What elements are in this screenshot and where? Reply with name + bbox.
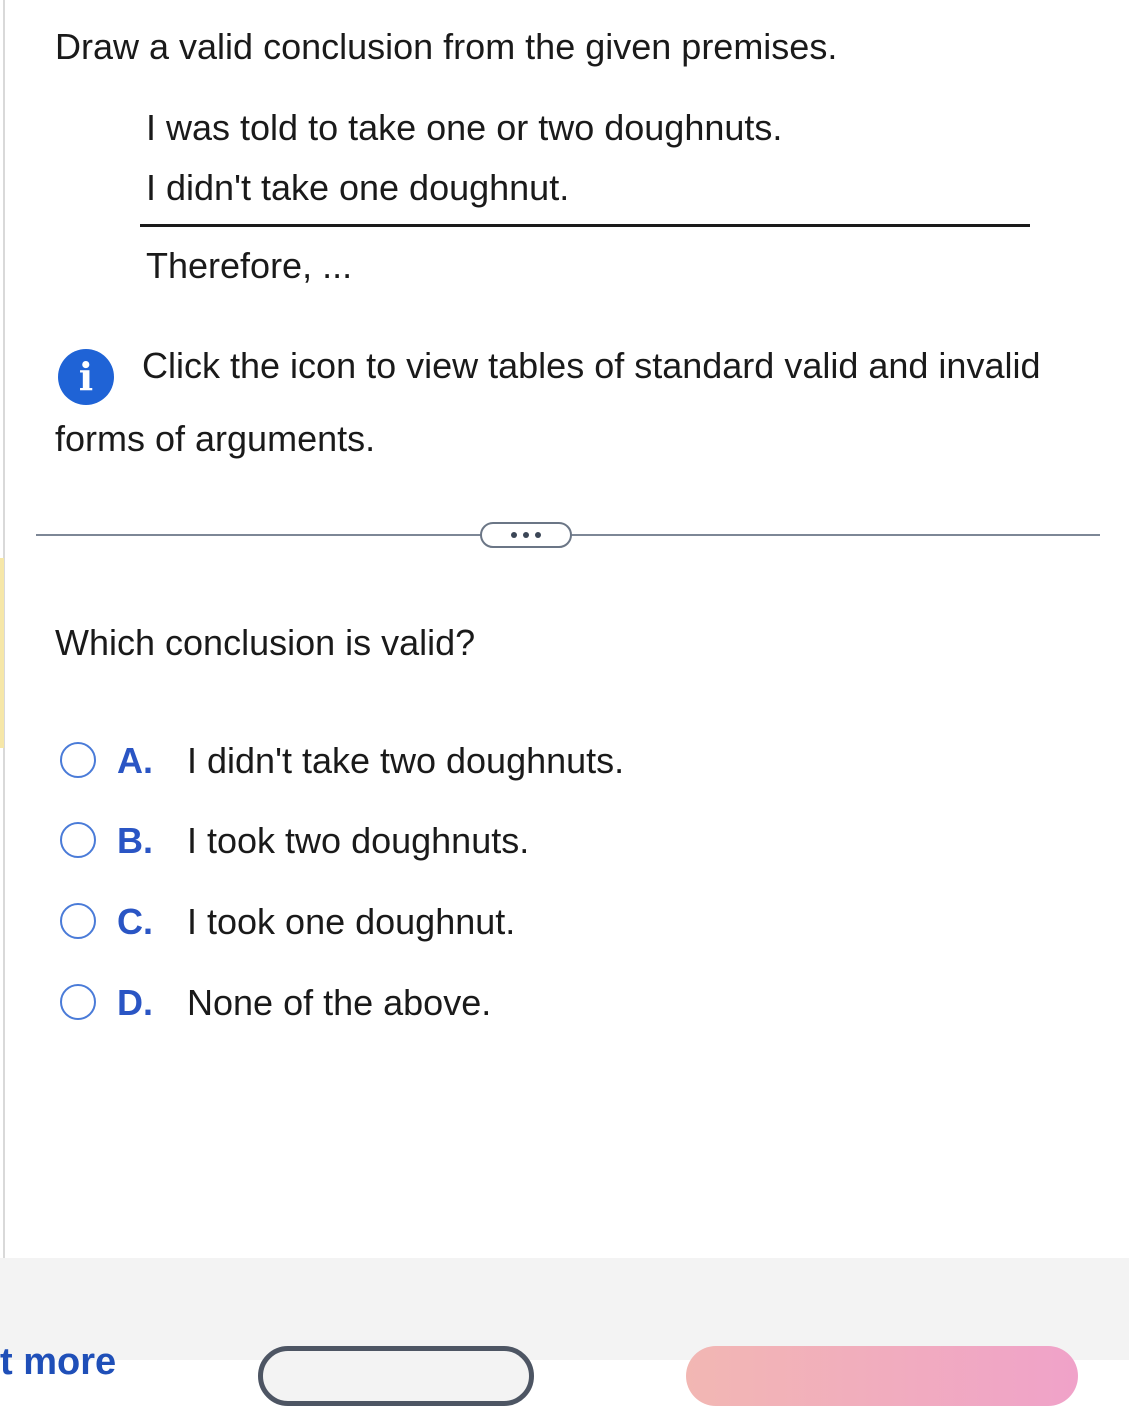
question-prompt: Which conclusion is valid?: [55, 622, 476, 663]
footer-bar: [0, 1258, 1129, 1383]
option-text: I took one doughnut.: [187, 901, 516, 942]
argument-divider-line: [140, 224, 1030, 227]
radio-button[interactable]: [60, 903, 96, 939]
option-letter: D.: [117, 982, 153, 1023]
premise-1: I was told to take one or two doughnuts.: [146, 107, 783, 148]
radio-button[interactable]: [60, 742, 96, 778]
left-accent-bar: [0, 558, 4, 748]
radio-button[interactable]: [60, 822, 96, 858]
ellipsis-icon: [535, 532, 541, 538]
info-icon[interactable]: i: [58, 349, 114, 405]
premise-2: I didn't take one doughnut.: [146, 167, 570, 208]
option-letter: B.: [117, 820, 153, 861]
conclusion-stub: Therefore, ...: [146, 245, 353, 286]
radio-button[interactable]: [60, 984, 96, 1020]
option-text: I took two doughnuts.: [187, 820, 530, 861]
ellipsis-icon: [511, 532, 517, 538]
question-instruction: Draw a valid conclusion from the given premises.: [55, 26, 838, 67]
option-text: I didn't take two doughnuts.: [187, 740, 625, 781]
footer-more-link[interactable]: t more: [0, 1341, 117, 1383]
footer-secondary-button[interactable]: [258, 1346, 534, 1406]
info-hint-text: Click the icon to view tables of standard valid and invalid forms of arguments.: [55, 345, 1041, 459]
footer-primary-button[interactable]: [686, 1346, 1078, 1406]
option-text: None of the above.: [187, 982, 492, 1023]
info-hint: [55, 332, 1055, 472]
option-letter: A.: [117, 740, 153, 781]
ellipsis-icon: [523, 532, 529, 538]
option-letter: C.: [117, 901, 153, 942]
expand-more-button[interactable]: [480, 522, 572, 548]
